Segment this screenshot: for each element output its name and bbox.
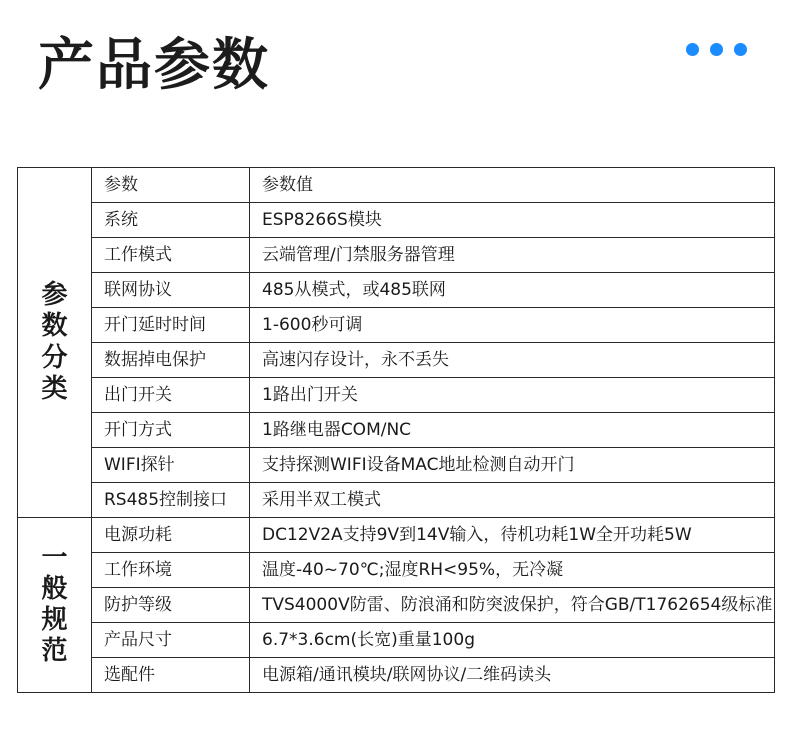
table-row	[18, 238, 775, 273]
table-row	[18, 378, 775, 413]
table-row	[18, 623, 775, 658]
param-value: 温度-40~70℃;湿度RH<95%，无冷凝	[250, 553, 775, 588]
dot-icon	[710, 43, 723, 56]
group-label: 一般规范	[41, 542, 68, 667]
param-value: ESP8266S模块	[250, 203, 775, 238]
page-title: 产品参数	[38, 33, 270, 98]
param-value: DC12V2A支持9V到14V输入，待机功耗1W全开功耗5W	[250, 518, 775, 553]
table-row	[18, 553, 775, 588]
table-row	[18, 588, 775, 623]
param-name: 产品尺寸	[92, 623, 250, 658]
param-value: 1-600秒可调	[250, 308, 775, 343]
param-name: 联网协议	[92, 273, 250, 308]
group-cell	[18, 168, 92, 518]
param-value: 云端管理/门禁服务器管理	[250, 238, 775, 273]
param-name: WIFI探针	[92, 448, 250, 483]
table-row	[18, 168, 775, 203]
param-name: 电源功耗	[92, 518, 250, 553]
table-row	[18, 483, 775, 518]
param-name: 工作环境	[92, 553, 250, 588]
param-value: 1路出门开关	[250, 378, 775, 413]
table-row	[18, 273, 775, 308]
dot-icon	[734, 43, 747, 56]
param-name: 系统	[92, 203, 250, 238]
param-name: 数据掉电保护	[92, 343, 250, 378]
param-name: 防护等级	[92, 588, 250, 623]
param-value: 485从模式，或485联网	[250, 273, 775, 308]
table-row	[18, 518, 775, 553]
param-value: 采用半双工模式	[250, 483, 775, 518]
table-row	[18, 308, 775, 343]
table-row	[18, 413, 775, 448]
param-value: 1路继电器COM/NC	[250, 413, 775, 448]
param-value: 电源箱/通讯模块/联网协议/二维码读头	[250, 658, 775, 693]
param-name: 开门方式	[92, 413, 250, 448]
table-row	[18, 203, 775, 238]
decorative-dots	[686, 43, 747, 56]
param-value: 参数值	[250, 168, 775, 203]
table-row	[18, 343, 775, 378]
group-cell	[18, 518, 92, 693]
param-name: 出门开关	[92, 378, 250, 413]
param-value: TVS4000V防雷、防浪涌和防突波保护，符合GB/T1762654级标准	[250, 588, 775, 623]
table-row	[18, 448, 775, 483]
param-value: 6.7*3.6cm(长宽)重量100g	[250, 623, 775, 658]
table-row	[18, 658, 775, 693]
group-label: 参数分类	[41, 280, 68, 404]
spec-table-body	[18, 168, 775, 693]
spec-table	[17, 167, 775, 693]
dot-icon	[686, 43, 699, 56]
param-name: RS485控制接口	[92, 483, 250, 518]
param-value: 高速闪存设计，永不丢失	[250, 343, 775, 378]
param-name: 选配件	[92, 658, 250, 693]
param-name: 参数	[92, 168, 250, 203]
param-name: 开门延时时间	[92, 308, 250, 343]
param-value: 支持探测WIFI设备MAC地址检测自动开门	[250, 448, 775, 483]
param-name: 工作模式	[92, 238, 250, 273]
